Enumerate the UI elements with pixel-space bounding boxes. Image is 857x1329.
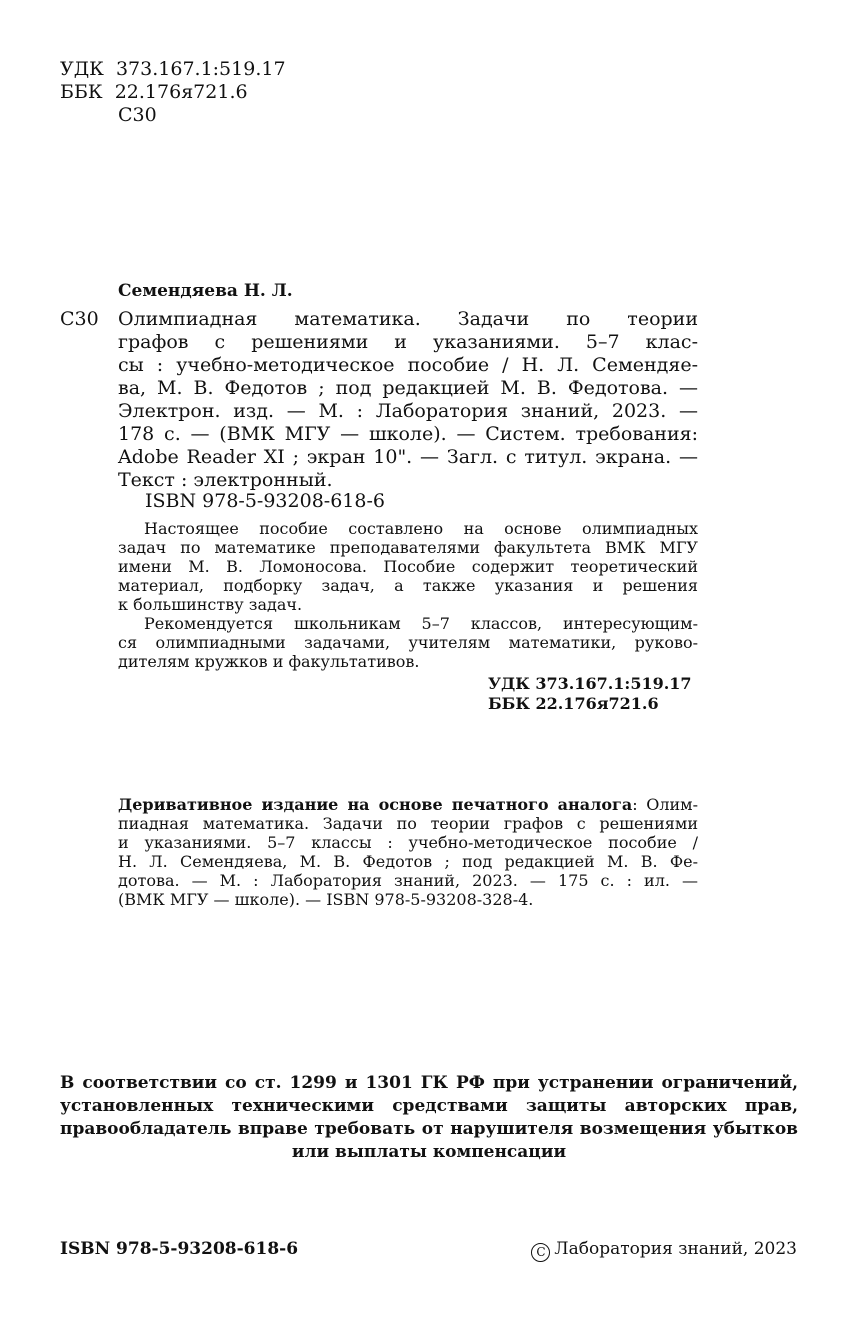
legal-notice [60,1072,798,1164]
udk-code: УДК 373.167.1:519.17 [60,58,286,80]
derivative-line: дотова. — М. : Лаборатория знаний, 2023. — 175 с. : ил. — [118,871,698,890]
author-mark-left: С30 [60,308,99,330]
isbn: ISBN 978-5-93208-618-6 [145,490,385,512]
derivative-edition [118,795,698,909]
legal-line: установленных техническими средствами защиты авторских прав, [60,1096,798,1116]
copyright-text: Лаборатория знаний, 2023 [554,1239,797,1259]
udk-code: УДК 373.167.1:519.17 [488,674,692,693]
bibliographic-description [118,308,698,492]
annotation-line: Настоящее пособие составлено на основе олимпиадных [144,519,698,538]
annotation-line: дителям кружков и факультативов. [118,652,420,671]
author-name: Семендяева Н. Л. [118,281,293,301]
bib-line: 178 с. — (ВМК МГУ — школе). — Систем. требования: [118,423,698,445]
derivative-line: пиадная математика. Задачи по теории графов с решениями [118,814,698,833]
annotation-paragraph [118,614,698,671]
annotation-line: к большинству задач. [118,595,303,614]
bbk-code: ББК 22.176я721.6 [60,81,248,103]
footer-codes [488,674,692,714]
bib-line: Текст : электронный. [118,469,333,491]
header-codes [60,58,286,127]
author-mark: С30 [118,104,157,126]
bib-line: Электрон. изд. — М. : Лаборатория знаний, 2023. — [118,400,698,422]
derivative-line: (ВМК МГУ — школе). — ISBN 978-5-93208-328-4. [118,890,534,909]
bib-line: Олимпиадная математика. Задачи по теории [118,308,698,330]
derivative-line [118,795,698,814]
copyright [531,1239,797,1262]
bib-line: Adobe Reader XI ; экран 10". — Загл. с титул. экрана. — [118,446,698,468]
bib-line: графов с решениями и указаниями. 5–7 клас- [118,331,698,353]
legal-line: В соответствии со ст. 1299 и 1301 ГК РФ при устранении ограничений, [60,1073,798,1093]
annotation-line: имени М. В. Ломоносова. Пособие содержит теоретический [118,557,698,576]
bbk-code: ББК 22.176я721.6 [488,694,659,713]
legal-line: или выплаты компенсации [291,1142,567,1162]
derivative-line: Н. Л. Семендяева, М. В. Федотов ; под редакцией М. В. Фе- [118,852,698,871]
derivative-lead: Деривативное издание на основе печатного аналога [118,795,633,814]
annotation-line: задач по математике преподавателями факультета ВМК МГУ [118,538,698,557]
derivative-line: и указаниями. 5–7 классы : учебно-методическое пособие / [118,833,698,852]
footer-isbn: ISBN 978-5-93208-618-6 [60,1239,299,1259]
derivative-lead-rest: : Олим- [632,795,698,814]
annotation-paragraph [118,519,698,614]
copyright-icon: C [531,1243,550,1262]
annotation-line: Рекомендуется школьникам 5–7 классов, интересующим- [144,614,698,633]
bib-line: ва, М. В. Федотов ; под редакцией М. В. Федотова. — [118,377,698,399]
legal-line: правообладатель вправе требовать от нарушителя возмещения убытков [60,1119,798,1139]
annotation-line: ся олимпиадными задачами, учителям математики, руково- [118,633,698,652]
bib-line: сы : учебно-методическое пособие / Н. Л. Семендяе- [118,354,698,376]
annotation [118,519,698,671]
annotation-line: материал, подборку задач, а также указания и решения [118,576,698,595]
